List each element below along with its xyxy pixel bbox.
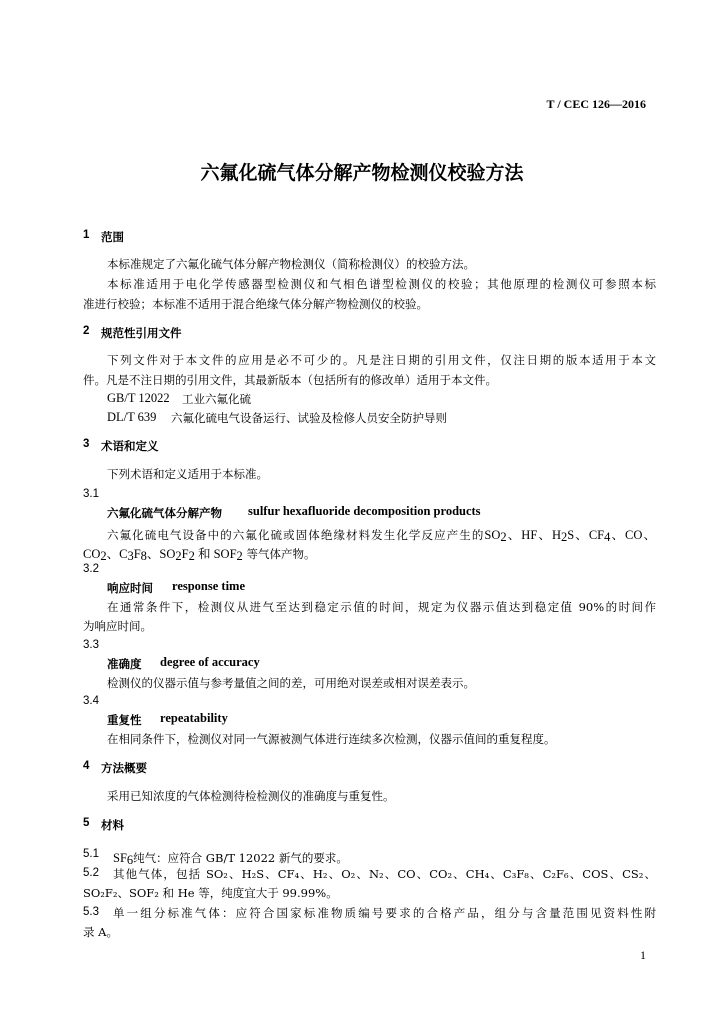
paragraph-line: 下列术语和定义适用于本标准。 <box>107 467 268 481</box>
reference-code: DL/T 639 <box>107 410 157 424</box>
document-title: 六氟化硫气体分解产物检测仪校验方法 <box>200 162 524 184</box>
term-cn: 重复性 <box>107 713 142 727</box>
formula-part: 、CO、 <box>610 528 656 542</box>
item-line: 录 A。 <box>83 925 118 939</box>
term-cn: 六氟化硫气体分解产物 <box>107 506 222 520</box>
subscript: 6 <box>126 853 134 867</box>
definition-text: 六氟化硫电气设备中的六氟化硫或固体绝缘材料发生化学反应产生的 <box>107 528 485 542</box>
reference-title: 工业六氟化硫 <box>182 392 251 406</box>
subscript: 2 <box>188 549 195 563</box>
term-en: response time <box>172 579 246 593</box>
paragraph-line: 下列文件对于本文件的应用是必不可少的。凡是注日期的引用文件，仅注日期的版本适用于本文 <box>107 353 656 367</box>
subscript: 2 <box>560 530 568 544</box>
formula-part: F <box>181 547 189 561</box>
item-number: 5.2 <box>83 867 99 879</box>
standard-code: T / CEC 126—2016 <box>546 97 646 111</box>
section-heading: 材料 <box>101 820 124 832</box>
term-en: sulfur hexafluoride decomposition products <box>248 504 481 518</box>
section-heading: 范围 <box>101 232 124 244</box>
definition-line: 为响应时间。 <box>83 619 152 633</box>
subscript: 4 <box>604 530 611 544</box>
subscript: 2 <box>100 549 107 563</box>
section-number: 2 <box>83 325 90 337</box>
formula-part: SF <box>113 851 127 865</box>
formula-part: S、CF <box>567 528 605 542</box>
term-number: 3.1 <box>83 488 99 500</box>
page-number: 1 <box>640 948 646 962</box>
section-number: 4 <box>83 760 90 772</box>
term-cn: 准确度 <box>107 657 142 671</box>
section-heading: 规范性引用文件 <box>101 328 182 340</box>
term-cn: 响应时间 <box>107 581 153 595</box>
term-en: degree of accuracy <box>160 655 260 669</box>
paragraph-line: 件。凡是不注日期的引用文件，其最新版本（包括所有的修改单）适用于本文件。 <box>83 373 497 387</box>
subscript: 2 <box>175 549 182 563</box>
reference-code: GB/T 12022 <box>107 391 170 405</box>
formula-part: 、SO <box>146 547 176 561</box>
paragraph-line: 准进行校验；本标准不适用于混合绝缘气体分解产物检测仪的校验。 <box>83 297 428 311</box>
definition-line <box>83 543 315 562</box>
section-number: 5 <box>83 817 90 829</box>
item-line: 单一组分标准气体：应符合国家标准物质编号要求的合格产品，组分与含量范围见资料性附 <box>113 906 656 920</box>
paragraph-line: 本标准规定了六氟化硫气体分解产物检测仪（简称检测仪）的校验方法。 <box>107 257 475 271</box>
item-line <box>113 847 348 866</box>
definition-text: 等气体产物。 <box>242 547 316 561</box>
definition-line <box>107 524 656 543</box>
definition-line: 检测仪的仪器示值与参考量值之间的差，可用绝对误差或相对误差表示。 <box>107 676 475 690</box>
reference-title: 六氟化硫电气设备运行、试验及检修人员安全防护导则 <box>171 411 447 425</box>
formula-part: CO <box>83 547 101 561</box>
definition-line: 在相同条件下，检测仪对同一气源被测气体进行连续多次检测，仪器示值间的重复程度。 <box>107 732 556 746</box>
term-number: 3.4 <box>83 695 99 707</box>
subscript: 8 <box>140 549 147 563</box>
term-en: repeatability <box>160 711 228 725</box>
formula-part: F <box>133 547 141 561</box>
formula-part: 、C <box>106 547 128 561</box>
subscript: 2 <box>500 530 507 544</box>
item-line: 其他气体，包括 SO₂、H₂S、CF₄、H₂、O₂、N₂、CO、CO₂、CH₄、C₃F₈、C₂F₆、COS、CS₂、 <box>113 867 656 881</box>
section-number: 1 <box>83 229 90 241</box>
subscript: 3 <box>127 549 134 563</box>
item-number: 5.3 <box>83 906 99 918</box>
section-number: 3 <box>83 438 90 450</box>
section-heading: 方法概要 <box>101 763 147 775</box>
paragraph-line: 本标准适用于电化学传感器型检测仪和气相色谱型检测仪的校验；其他原理的检测仪可参照本标 <box>107 277 656 291</box>
term-number: 3.3 <box>83 639 99 651</box>
formula-part: 、HF、H <box>506 528 561 542</box>
subscript: 2 <box>236 549 243 563</box>
item-line: SO₂F₂、SOF₂ 和 He 等，纯度宜大于 99.99%。 <box>83 886 338 900</box>
section-heading: 术语和定义 <box>101 441 159 453</box>
item-text: 纯气：应符合 GB/T 12022 新气的要求。 <box>133 851 348 865</box>
term-number: 3.2 <box>83 563 99 575</box>
formula-part: SO <box>484 528 501 542</box>
item-number: 5.1 <box>83 848 99 860</box>
formula-part: 和 SOF <box>194 547 237 561</box>
paragraph-line: 采用已知浓度的气体检测待检检测仪的准确度与重复性。 <box>107 789 395 803</box>
definition-line: 在通常条件下，检测仪从进气至达到稳定示值的时间，规定为仪器示值达到稳定值 90%的时间作 <box>107 600 656 614</box>
